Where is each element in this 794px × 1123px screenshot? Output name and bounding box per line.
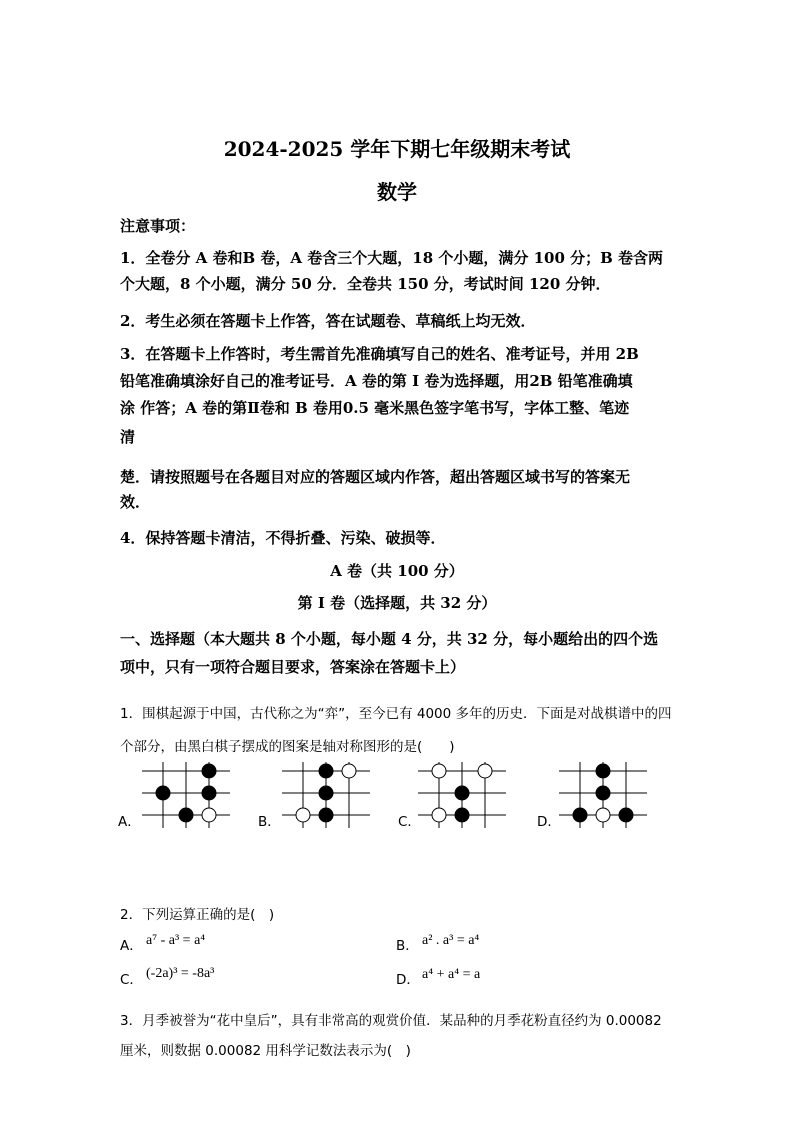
question-2-stem: 2．下列运算正确的是( ) bbox=[120, 907, 275, 923]
q2-option-b-math: a² . a³ = a⁴ bbox=[422, 933, 480, 948]
q2-option-b-label: B． bbox=[396, 938, 419, 954]
notes-heading: 注意事项： bbox=[120, 217, 196, 235]
q1-option-c-board bbox=[416, 760, 508, 830]
q2-option-c-label: C． bbox=[120, 972, 143, 988]
q2-option-d-label: D． bbox=[396, 972, 420, 988]
q1-option-b-board bbox=[280, 760, 372, 830]
note-2: 2．考生必须在答题卡上作答，答在试题卷、草稿纸上均无效． bbox=[120, 312, 536, 330]
exam-title: 2024-2025 学年下期七年级期末考试 bbox=[223, 137, 571, 161]
note-3-line-2: 铅笔准确填涂好自己的准考证号．A 卷的第 I 卷为选择题，用2B 铅笔准确填 bbox=[120, 372, 633, 390]
question-1-line-1: 1．围棋起源于中国，古代称之为“弈”，至今已有 4000 多年的历史．下面是对战棋谱中的四 bbox=[120, 706, 672, 722]
question-1-line-2: 个部分，由黑白棋子摆成的图案是轴对称图形的是( ) bbox=[120, 739, 455, 755]
q2-option-d-math: a⁴ + a⁴ = a bbox=[422, 967, 481, 982]
q2-option-c-math: (-2a)³ = -8a³ bbox=[146, 966, 215, 981]
mc-instructions-line-1: 一、选择题（本大题共 8 个小题，每小题 4 分，共 32 分，每小题给出的四个选 bbox=[120, 630, 659, 648]
note-3-line-4: 清 bbox=[120, 428, 136, 446]
exam-subject: 数学 bbox=[377, 180, 417, 204]
note-1-line-1: 1．全卷分 A 卷和B 卷，A 卷含三个大题，18 个小题，满分 100 分；B 卷含两 bbox=[120, 249, 664, 267]
q1-option-b-label: B． bbox=[258, 814, 281, 830]
q1-option-d-label: D． bbox=[537, 814, 561, 830]
note-1-line-2: 个大题，8 个小题，满分 50 分．全卷共 150 分，考试时间 120 分钟． bbox=[120, 275, 611, 293]
q2-option-a-math: a⁷ - a³ = a⁴ bbox=[146, 933, 206, 948]
q1-option-a-board bbox=[140, 760, 232, 830]
note-3-line-3: 涂 作答；A 卷的第Ⅱ卷和 B 卷用0.5 毫米黑色签字笔书写，字体工整、笔迹 bbox=[120, 399, 630, 417]
note-4: 4．保持答题卡清洁，不得折叠、污染、破损等． bbox=[120, 529, 446, 547]
q1-option-a-label: A． bbox=[118, 814, 141, 830]
q1-option-d-board bbox=[557, 760, 649, 830]
volume-a-heading: A 卷（共 100 分） bbox=[330, 562, 464, 580]
q1-option-c-label: C． bbox=[398, 814, 421, 830]
part-one-heading: 第 I 卷（选择题，共 32 分） bbox=[297, 594, 497, 612]
mc-instructions-line-2: 项中，只有一项符合题目要求，答案涂在答题卡上） bbox=[120, 658, 466, 676]
question-3-line-1: 3．月季被誉为“花中皇后”，具有非常高的观赏价值．某品种的月季花粉直径约为 0.00082 bbox=[120, 1013, 662, 1029]
q2-option-a-label: A． bbox=[120, 938, 143, 954]
note-3-line-6: 效． bbox=[120, 493, 151, 511]
note-3-line-5: 楚．请按照题号在各题目对应的答题区域内作答，超出答题区域书写的答案无 bbox=[120, 468, 631, 486]
question-3-line-2: 厘米，则数据 0.00082 用科学记数法表示为( ) bbox=[120, 1043, 411, 1059]
note-3-line-1: 3．在答题卡上作答时，考生需首先准确填写自己的姓名、准考证号，并用 2B bbox=[120, 345, 639, 363]
